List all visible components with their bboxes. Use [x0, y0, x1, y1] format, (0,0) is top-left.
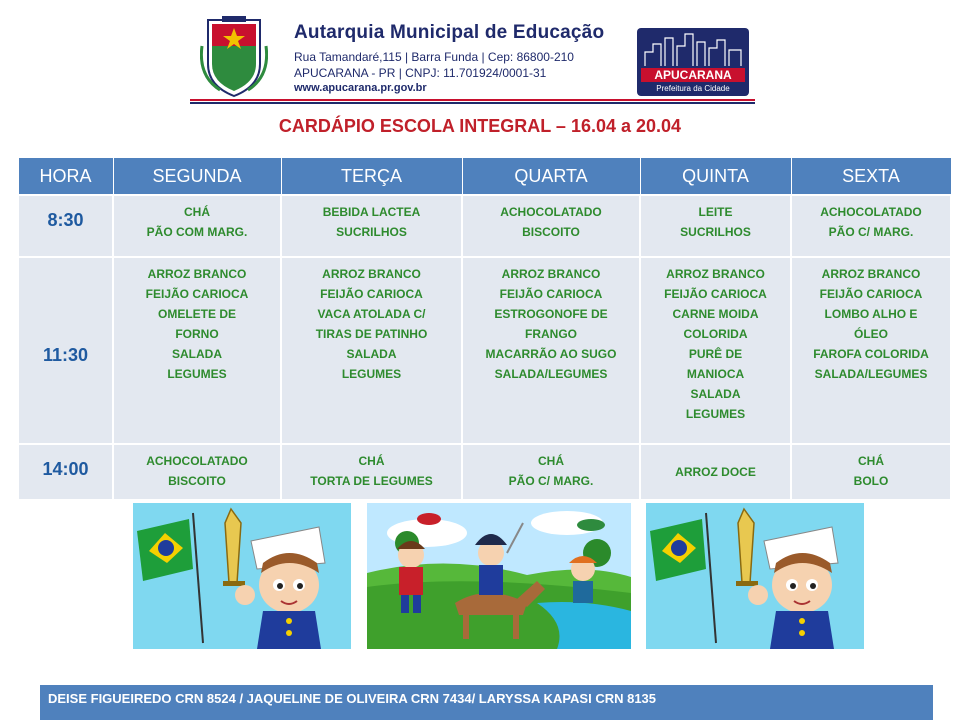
header-thursday: QUINTA: [640, 158, 791, 196]
table-row: [18, 257, 951, 444]
meal-item: COLORIDA: [683, 327, 748, 341]
org-city-cnpj: APUCARANA - PR | CNPJ: 11.701924/0001-31: [294, 66, 547, 80]
table-row: [18, 444, 951, 500]
meal-item: PURÊ DE: [688, 347, 743, 361]
meal-item: BISCOITO: [168, 474, 226, 488]
meal-item: TIRAS DE PATINHO: [315, 327, 428, 341]
meal-item: ARROZ BRANCO: [666, 267, 765, 281]
meal-item: FORNO: [175, 327, 219, 341]
meal-item: OMELETE DE: [157, 307, 236, 321]
meal-item: LOMBO ALHO E: [824, 307, 918, 321]
meal-item: BEBIDA LACTEA: [322, 205, 421, 219]
meal-cell-monday: [113, 444, 281, 500]
meal-cell-thursday: [640, 195, 791, 257]
header-friday: SEXTA: [791, 158, 951, 196]
soldier-with-flag-illustration: [133, 503, 351, 649]
meal-item: SALADA/LEGUMES: [814, 367, 928, 381]
meal-item: ÓLEO: [853, 327, 888, 341]
independence-scene-illustration: [367, 503, 631, 649]
meal-item: MACARRÃO AO SUGO: [485, 347, 617, 361]
meal-item: SALADA: [172, 347, 222, 361]
meal-item: ARROZ BRANCO: [147, 267, 247, 281]
org-website[interactable]: www.apucarana.pr.gov.br: [294, 82, 427, 94]
meal-item: LEITE: [698, 205, 733, 219]
meal-item: VACA ATOLADA C/: [317, 307, 426, 321]
meal-item: LEGUMES: [341, 367, 402, 381]
table-row: [18, 195, 951, 257]
meal-cell-wednesday: [462, 195, 640, 257]
meal-item: CHÁ: [858, 454, 884, 468]
skyline-icon: [637, 28, 749, 68]
meal-item: ARROZ BRANCO: [501, 267, 601, 281]
meal-item: FEIJÃO CARIOCA: [499, 287, 603, 301]
meal-item: PÃO C/ MARG.: [828, 225, 914, 239]
header-divider: [190, 99, 755, 104]
meal-item: FEIJÃO CARIOCA: [664, 287, 767, 301]
meal-item: CHÁ: [184, 205, 210, 219]
meal-item: LEGUMES: [167, 367, 227, 381]
meal-cell-wednesday: [462, 257, 640, 444]
meal-item: PÃO COM MARG.: [146, 225, 248, 239]
meal-item: ARROZ BRANCO: [322, 267, 421, 281]
meal-item: SALADA: [346, 347, 397, 361]
header-tuesday: TERÇA: [281, 158, 462, 196]
header-hour: HORA: [18, 158, 113, 196]
meal-cell-monday: [113, 195, 281, 257]
city-coat-of-arms: [200, 16, 268, 98]
meal-item: BISCOITO: [522, 225, 580, 239]
meal-item: SUCRILHOS: [680, 225, 751, 239]
meal-item: FEIJÃO CARIOCA: [145, 287, 249, 301]
meal-item: BOLO: [853, 474, 889, 488]
meal-item: FAROFA COLORIDA: [813, 347, 929, 361]
logo-subtitle: Prefeitura da Cidade: [656, 84, 730, 93]
logo-city-name: APUCARANA: [641, 68, 745, 82]
meal-cell-thursday: [640, 444, 791, 500]
meal-cell-friday: [791, 444, 951, 500]
meal-cell-tuesday: [281, 257, 462, 444]
org-address: Rua Tamandaré,115 | Barra Funda | Cep: 86800-210: [294, 50, 574, 64]
meal-item: ESTROGONOFE DE: [494, 307, 608, 321]
meal-item: TORTA DE LEGUMES: [310, 474, 433, 488]
meal-item: ACHOCOLATADO: [820, 205, 922, 219]
meal-cell-friday: [791, 257, 951, 444]
menu-title: CARDÁPIO ESCOLA INTEGRAL – 16.04 a 20.04: [278, 116, 682, 136]
nutritionists-footer: DEISE FIGUEIREDO CRN 8524 / JAQUELINE DE OLIVEIRA CRN 7434/ LARYSSA KAPASI CRN 8135: [40, 685, 933, 720]
org-name: Autarquia Municipal de Educação: [294, 22, 605, 43]
prefeitura-logo: [637, 28, 749, 96]
meal-item: CARNE MOIDA: [672, 307, 759, 321]
meal-cell-thursday: [640, 257, 791, 444]
meal-item: SUCRILHOS: [336, 225, 407, 239]
meal-item: PÃO C/ MARG.: [508, 474, 594, 488]
meal-item: ACHOCOLATADO: [500, 205, 602, 219]
meal-item: CHÁ: [538, 454, 564, 468]
meal-cell-monday: [113, 257, 281, 444]
meal-item: FEIJÃO CARIOCA: [320, 287, 423, 301]
table-header-row: [18, 158, 951, 196]
meal-cell-tuesday: [281, 195, 462, 257]
meal-item: FEIJÃO CARIOCA: [819, 287, 923, 301]
header-wednesday: QUARTA: [462, 158, 640, 196]
meal-item: ARROZ BRANCO: [821, 267, 921, 281]
header-monday: SEGUNDA: [113, 158, 281, 196]
meal-item: ACHOCOLATADO: [146, 454, 248, 468]
meal-item: LEGUMES: [685, 407, 746, 421]
meal-item: CHÁ: [358, 454, 385, 468]
meal-item: MANIOCA: [686, 367, 745, 381]
soldier-with-flag-illustration: [646, 503, 864, 649]
meal-time-cell: 14:00: [18, 444, 113, 500]
meal-cell-wednesday: [462, 444, 640, 500]
institution-header: [190, 14, 755, 104]
meal-cell-friday: [791, 195, 951, 257]
meal-time-cell: 8:30: [18, 195, 113, 257]
meal-item: SALADA/LEGUMES: [494, 367, 608, 381]
weekly-menu-table: [17, 157, 952, 501]
meal-item: ARROZ DOCE: [675, 465, 756, 479]
meal-cell-tuesday: [281, 444, 462, 500]
meal-item: FRANGO: [525, 327, 577, 341]
meal-time-cell: 11:30: [18, 257, 113, 444]
meal-item: SALADA: [690, 387, 741, 401]
